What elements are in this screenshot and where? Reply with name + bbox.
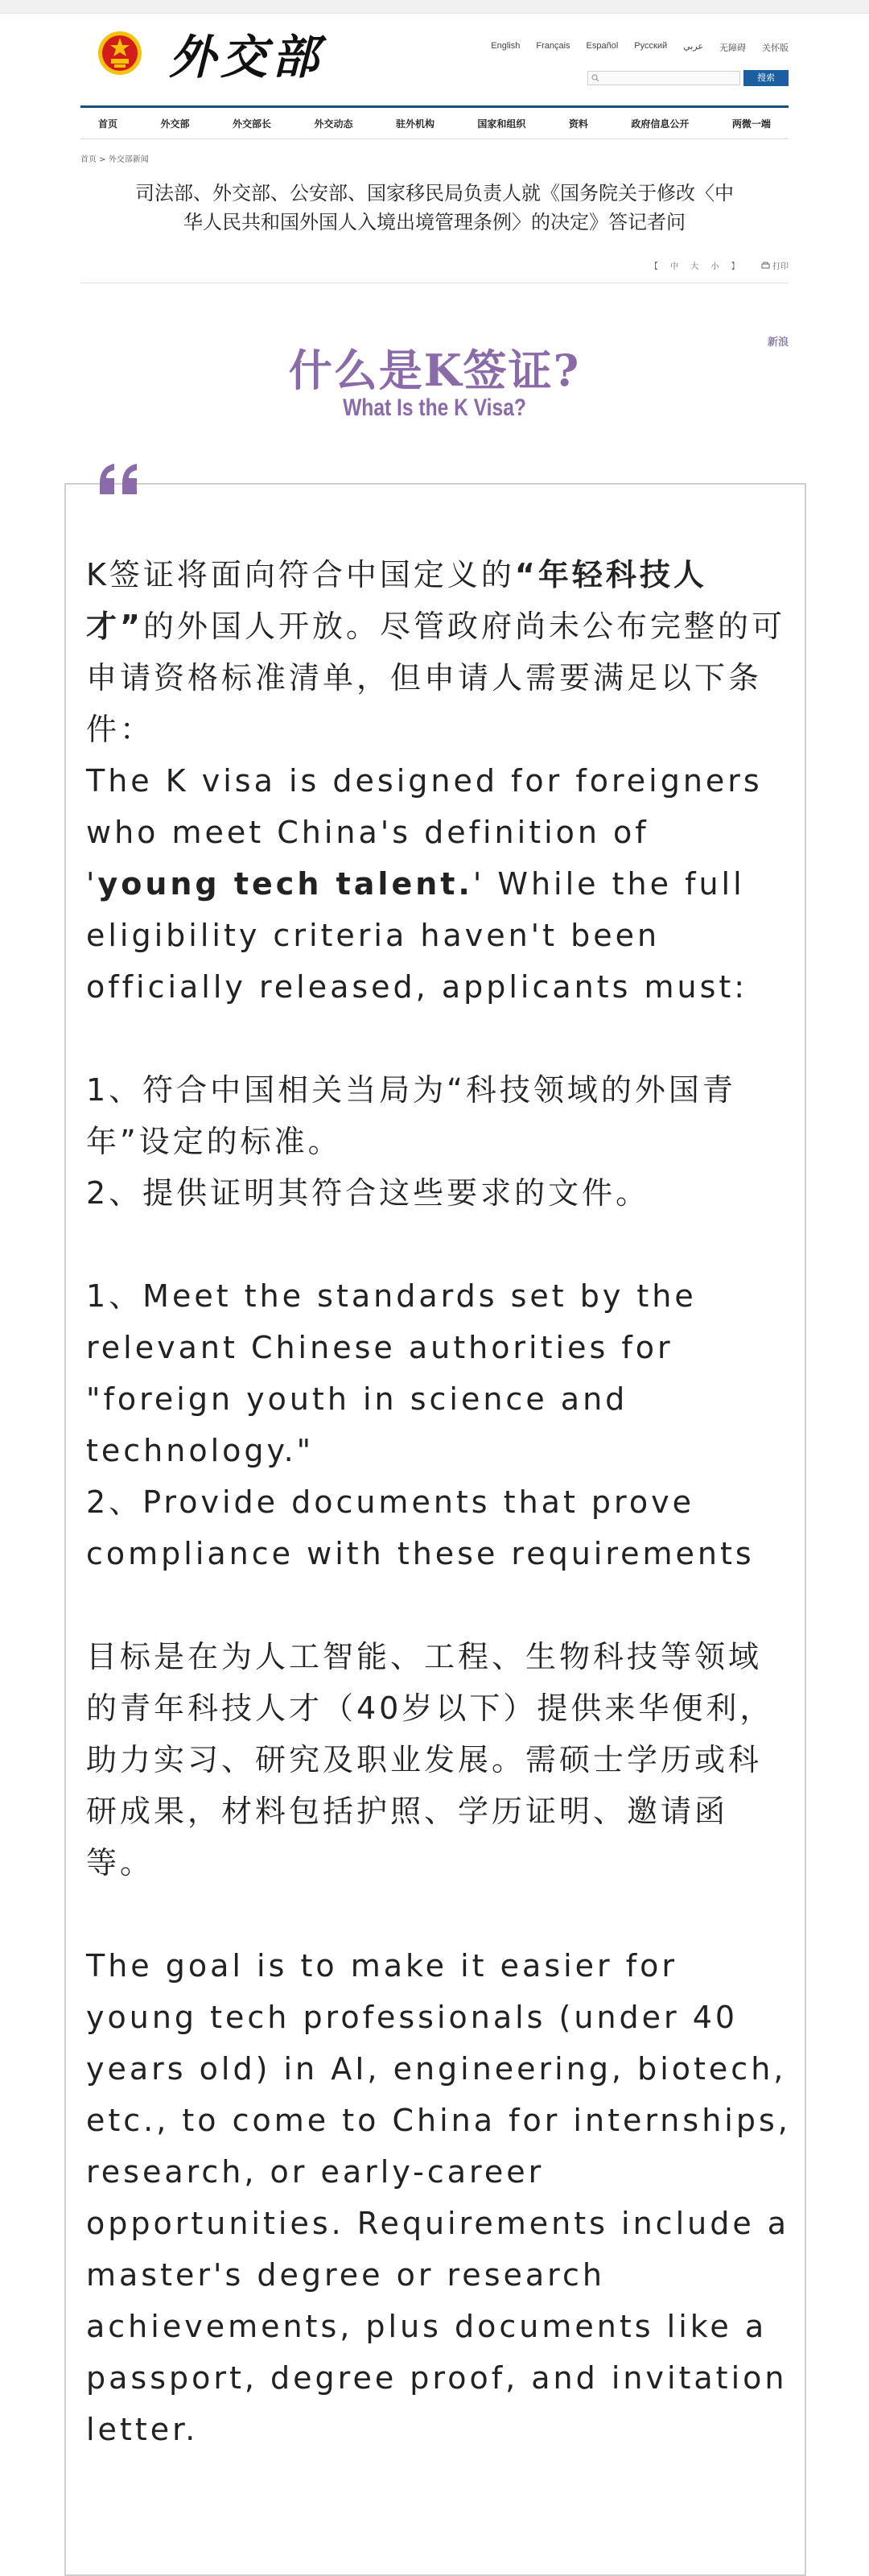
list-item-zh-1: 1、符合中国相关当局为“科技领域的外国青年”设定的标准。: [86, 1072, 736, 1159]
highlight-zh: “年轻科技人才”: [86, 557, 707, 644]
font-size-switcher[interactable]: 【 中 大 小 】: [649, 262, 744, 271]
nav-item-ministry[interactable]: 外交部: [160, 118, 190, 130]
page-title: [105, 179, 764, 237]
language-links: [491, 41, 789, 54]
highlight-en: young tech talent.: [97, 866, 473, 902]
nav-item-missions[interactable]: 驻外机构: [395, 118, 434, 130]
list-item-en-1: 1、Meet the standards set by the relevant Chinese authorities for "foreign youth in science and technology.": [86, 1278, 697, 1468]
search-button[interactable]: 搜索: [743, 70, 789, 86]
top-bar: [0, 0, 869, 14]
nav-item-info-disclosure[interactable]: 政府信息公开: [631, 118, 690, 130]
nav-item-home[interactable]: 首页: [98, 118, 118, 130]
main-nav: [80, 105, 789, 139]
lang-arabic-link[interactable]: عربي: [683, 42, 703, 52]
accessibility-link[interactable]: 无障碍: [719, 43, 746, 53]
nav-item-resources[interactable]: 资料: [568, 118, 588, 130]
title-line-2: 华人民共和国外国人入境出境管理条例〉的决定》答记者问: [183, 211, 686, 233]
lang-spanish-link[interactable]: Español: [586, 41, 619, 51]
nav-item-social[interactable]: 两微一端: [731, 118, 771, 130]
paragraph-zh-intro: K签证将面向符合中国定义的“年轻科技人才”的外国人开放。尽管政府尚未公布完整的可申请资格标准清单，但申请人需要满足以下条件：: [86, 557, 785, 747]
search-bar: [587, 70, 789, 86]
list-item-zh-2: 2、提供证明其符合这些要求的文件。: [86, 1175, 650, 1211]
hero-title-en: What Is the K Visa?: [343, 394, 526, 421]
site-header: [80, 14, 789, 94]
lang-english-link[interactable]: English: [491, 41, 521, 51]
paragraph-en-goal: The goal is to make it easier for young tech professionals (under 40 years old) in AI, engineering, biotech, etc., to come to China for internships, research, or early-career opportunities. Requirements include a master's degree or research achievements, plus documents like a passport, degree proof, and invitation letter.: [86, 1948, 791, 2447]
nav-item-countries[interactable]: 国家和组织: [477, 118, 526, 130]
search-icon: [591, 74, 599, 82]
list-item-en-2: 2、Provide documents that prove compliance with these requirements: [86, 1484, 755, 1571]
hero-title-zh: 什么是K签证?: [288, 345, 581, 396]
print-icon[interactable]: [761, 262, 770, 270]
national-emblem-icon[interactable]: [97, 30, 143, 76]
nav-item-minister[interactable]: 外交部长: [232, 118, 271, 130]
source-watermark: 新浪: [767, 336, 789, 349]
search-input[interactable]: [587, 71, 740, 85]
lang-russian-link[interactable]: Русский: [634, 41, 668, 51]
title-line-1: 司法部、外交部、公安部、国家移民局负责人就《国务院关于修改〈中: [135, 182, 734, 204]
article-body: [86, 549, 794, 2455]
hero-banner: [80, 283, 789, 444]
lang-french-link[interactable]: Français: [536, 41, 570, 51]
breadcrumb[interactable]: 首页 > 外交部新闻: [80, 155, 149, 164]
site-logo[interactable]: 外交部: [169, 30, 324, 85]
print-link[interactable]: 打印: [772, 262, 789, 271]
quote-mark-icon: [97, 456, 142, 504]
paragraph-en-intro: The K visa is designed for foreigners who meet China's definition of 'young tech talent.' While the full eligibility criteria haven't been officially released, applicants must:: [86, 763, 763, 1005]
paragraph-zh-goal: 目标是在为人工智能、工程、生物科技等领域的青年科技人才（40岁以下）提供来华便利，助力实习、研究及职业发展。需硕士学历或科研成果，材料包括护照、学历证明、邀请函等。: [86, 1639, 774, 1880]
nav-item-activities[interactable]: 外交动态: [314, 118, 353, 130]
article-toolbar: [80, 259, 789, 283]
care-version-link[interactable]: 关怀版: [762, 43, 789, 53]
